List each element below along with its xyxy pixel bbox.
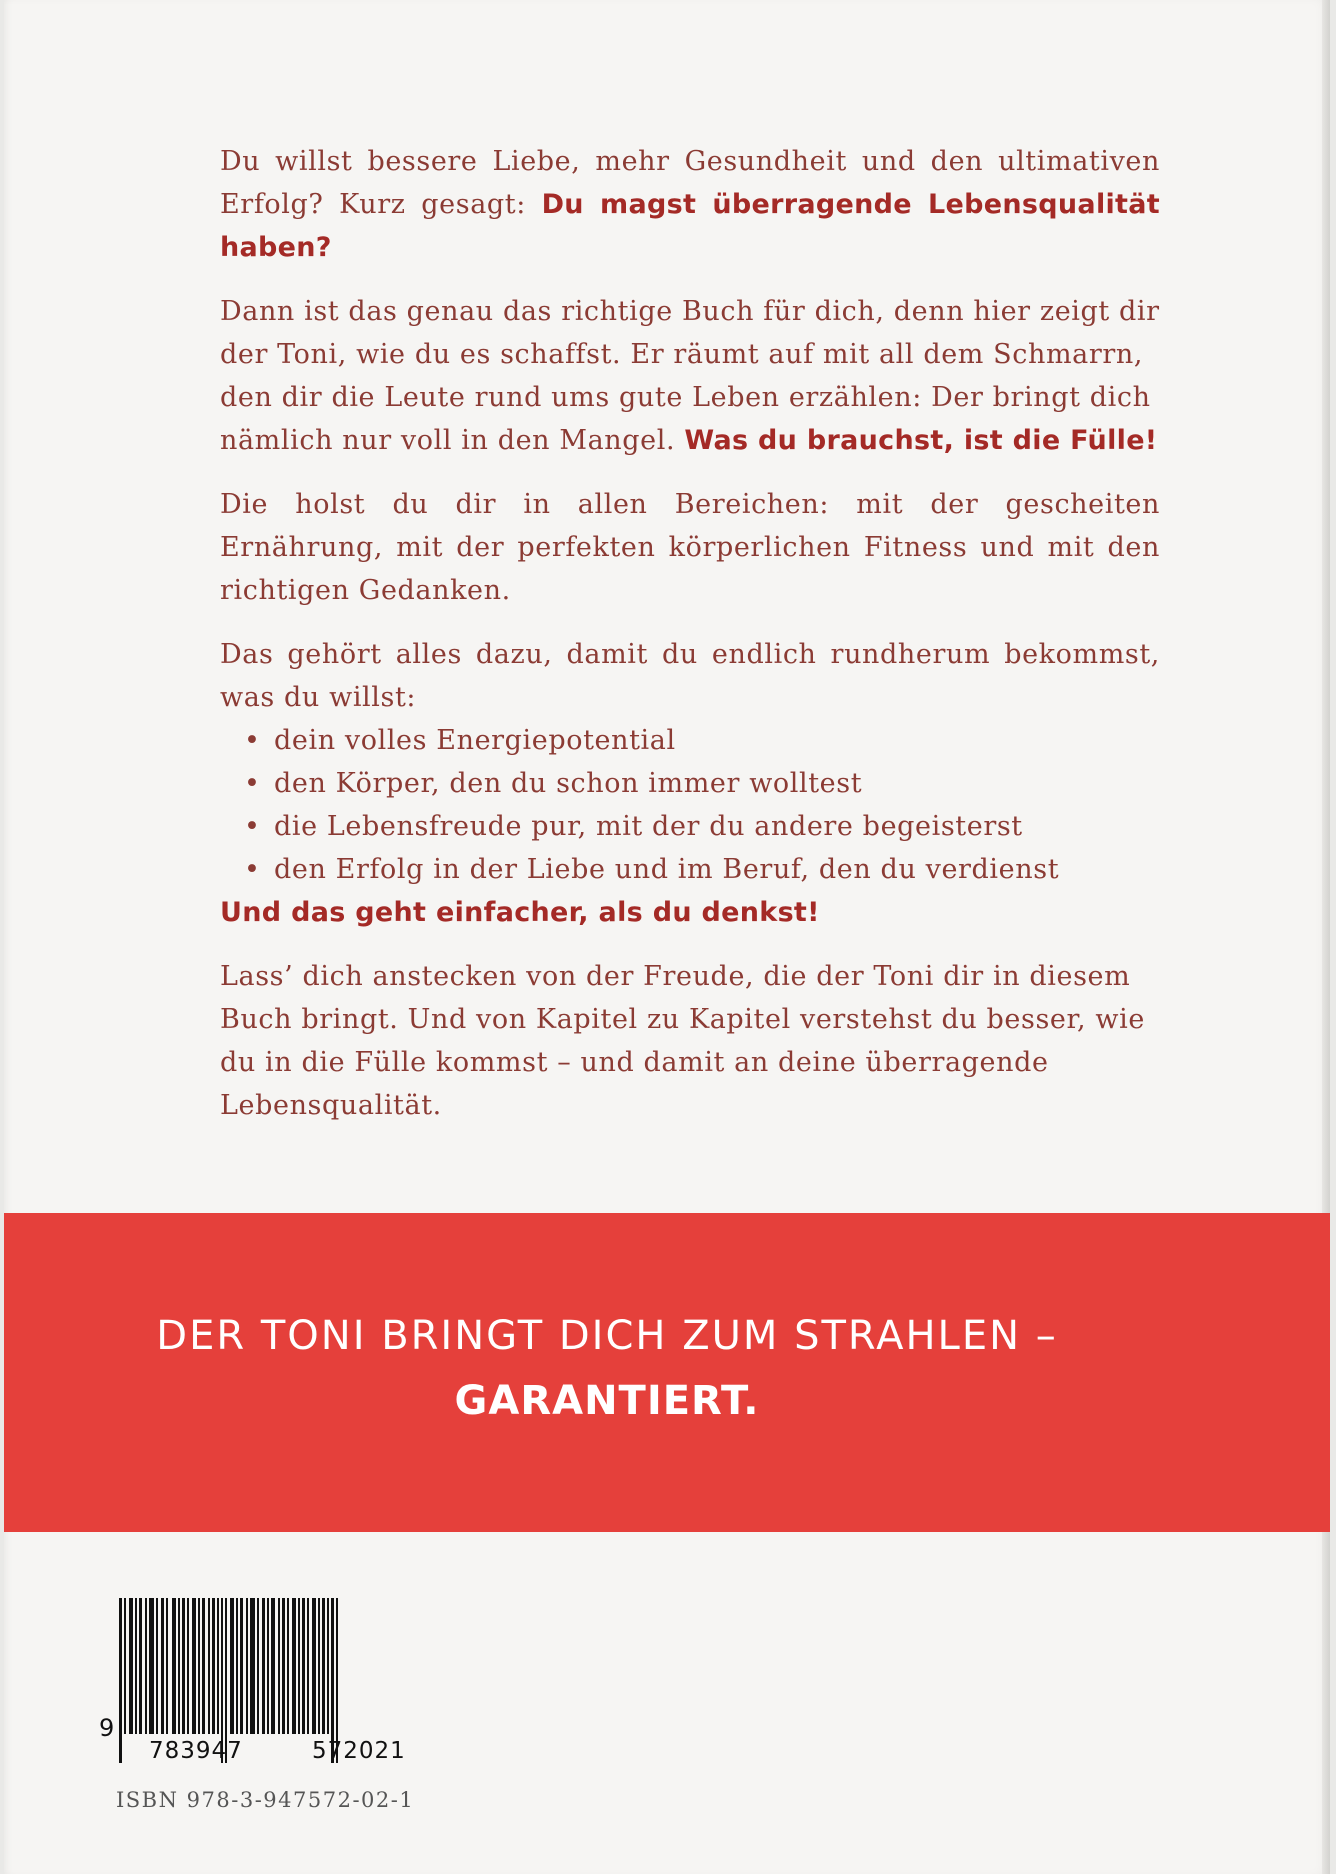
barcode-bar bbox=[172, 1598, 176, 1734]
barcode-bar bbox=[149, 1598, 154, 1734]
list-item-text: dein volles Energiepotential bbox=[274, 725, 676, 756]
bullet-icon: • bbox=[244, 768, 261, 799]
barcode-bar bbox=[178, 1598, 180, 1734]
barcode-bar bbox=[282, 1598, 285, 1734]
barcode-bar bbox=[298, 1598, 300, 1734]
list-item bbox=[244, 848, 1160, 891]
bullet-icon: • bbox=[244, 725, 261, 756]
barcode-bar bbox=[257, 1598, 259, 1734]
barcode-bar bbox=[230, 1598, 234, 1734]
barcode-bar bbox=[182, 1598, 185, 1734]
list-item bbox=[244, 762, 1160, 805]
barcode-bar bbox=[187, 1598, 189, 1734]
barcode-bar bbox=[267, 1598, 269, 1734]
barcode-bar bbox=[302, 1598, 305, 1734]
barcode-left-digits: 783947 bbox=[149, 1738, 243, 1764]
book-back-cover bbox=[4, 0, 1330, 1874]
tagline-line-2: GARANTIERT. bbox=[454, 1378, 760, 1424]
barcode-lead-digit: 9 bbox=[99, 1714, 115, 1742]
barcode-bar bbox=[278, 1598, 280, 1734]
blurb-paragraph-2-text: Dann ist das genau das richtige Buch für dich, denn hier zeigt dir der Toni, wie du es schaffst. Er räumt auf mit all dem Schmarrn, den dir die Leute rund ums gute Leben erzählen: Der bringt dich nämlich nur voll in den Mangel. bbox=[220, 296, 1160, 456]
barcode-bar bbox=[208, 1598, 210, 1734]
list-item-text: die Lebensfreude pur, mit der du andere begeisterst bbox=[274, 811, 1023, 842]
barcode-bar bbox=[327, 1598, 329, 1734]
list-item bbox=[244, 805, 1160, 848]
blurb-paragraph-1 bbox=[220, 140, 1160, 269]
benefits-list bbox=[244, 719, 1160, 891]
blurb-paragraph-2-emphasis: Was du brauchst, ist die Fülle! bbox=[684, 425, 1158, 456]
barcode-bar bbox=[119, 1598, 122, 1763]
red-tagline-band bbox=[4, 1213, 1330, 1532]
barcode-bar bbox=[322, 1598, 325, 1734]
barcode-bar bbox=[292, 1598, 296, 1734]
barcode-bar bbox=[166, 1598, 168, 1734]
barcode-bar bbox=[135, 1598, 137, 1734]
barcode-bar bbox=[202, 1598, 205, 1734]
blurb-paragraph-4: Das gehört alles dazu, damit du endlich rundherum bekommst, was du willst: bbox=[220, 639, 1160, 713]
blurb-closing: Und das geht einfacher, als du denkst! bbox=[220, 897, 820, 928]
barcode-bar bbox=[192, 1598, 196, 1734]
list-item bbox=[244, 719, 1160, 762]
cover-edge-shadow bbox=[1322, 0, 1330, 1874]
barcode-bar bbox=[236, 1598, 238, 1734]
barcode-bar bbox=[145, 1598, 147, 1734]
isbn-number: ISBN 978-3-947572-02-1 bbox=[116, 1788, 415, 1812]
barcode-bar bbox=[217, 1598, 219, 1734]
barcode-bar bbox=[250, 1598, 255, 1734]
barcode-bar bbox=[156, 1598, 158, 1734]
barcode-bar bbox=[139, 1598, 142, 1734]
barcode-bar bbox=[307, 1598, 309, 1734]
barcode-bar bbox=[262, 1598, 265, 1734]
barcode-bar bbox=[318, 1598, 320, 1734]
bullet-icon: • bbox=[244, 854, 261, 885]
barcode-bar bbox=[287, 1598, 289, 1734]
blurb-paragraph-1-text: Du willst bessere Liebe, mehr Gesundheit und den ultimativen Erfolg? Kurz gesagt: bbox=[220, 146, 1160, 220]
barcode-bar bbox=[161, 1598, 164, 1734]
tagline-line-1: DER TONI BRINGT DICH ZUM STRAHLEN – bbox=[156, 1313, 1058, 1359]
barcode-bar bbox=[212, 1598, 215, 1734]
blurb-paragraph-1-emphasis: Du magst überragende Lebensqualität haben? bbox=[220, 189, 1160, 263]
blurb-text bbox=[220, 140, 1160, 1148]
barcode-bar bbox=[312, 1598, 316, 1734]
barcode-bar bbox=[124, 1598, 126, 1734]
blurb-paragraph-2 bbox=[220, 290, 1160, 462]
bullet-icon: • bbox=[244, 811, 261, 842]
blurb-paragraph-3: Die holst du dir in allen Bereichen: mit der gescheiten Ernährung, mit der perfekten körperlichen Fitness und mit den richtigen Gedanken. bbox=[220, 489, 1160, 606]
barcode-bar bbox=[129, 1598, 133, 1734]
blurb-paragraph-5: Lass’ dich anstecken von der Freude, die der Toni dir in diesem Buch bringt. Und von Kapitel zu Kapitel verstehst du besser, wie du in die Fülle kommst – und damit an deine überragende Lebensqualität. bbox=[220, 961, 1145, 1121]
list-item-text: den Körper, den du schon immer wolltest bbox=[274, 768, 863, 799]
isbn-barcode bbox=[99, 1598, 469, 1768]
barcode-bar bbox=[271, 1598, 275, 1734]
list-item-text: den Erfolg in der Liebe und im Beruf, den du verdienst bbox=[274, 854, 1060, 885]
barcode-bar bbox=[240, 1598, 243, 1734]
barcode-bar bbox=[198, 1598, 200, 1734]
barcode-bar bbox=[246, 1598, 248, 1734]
barcode-right-digits: 572021 bbox=[312, 1738, 406, 1764]
